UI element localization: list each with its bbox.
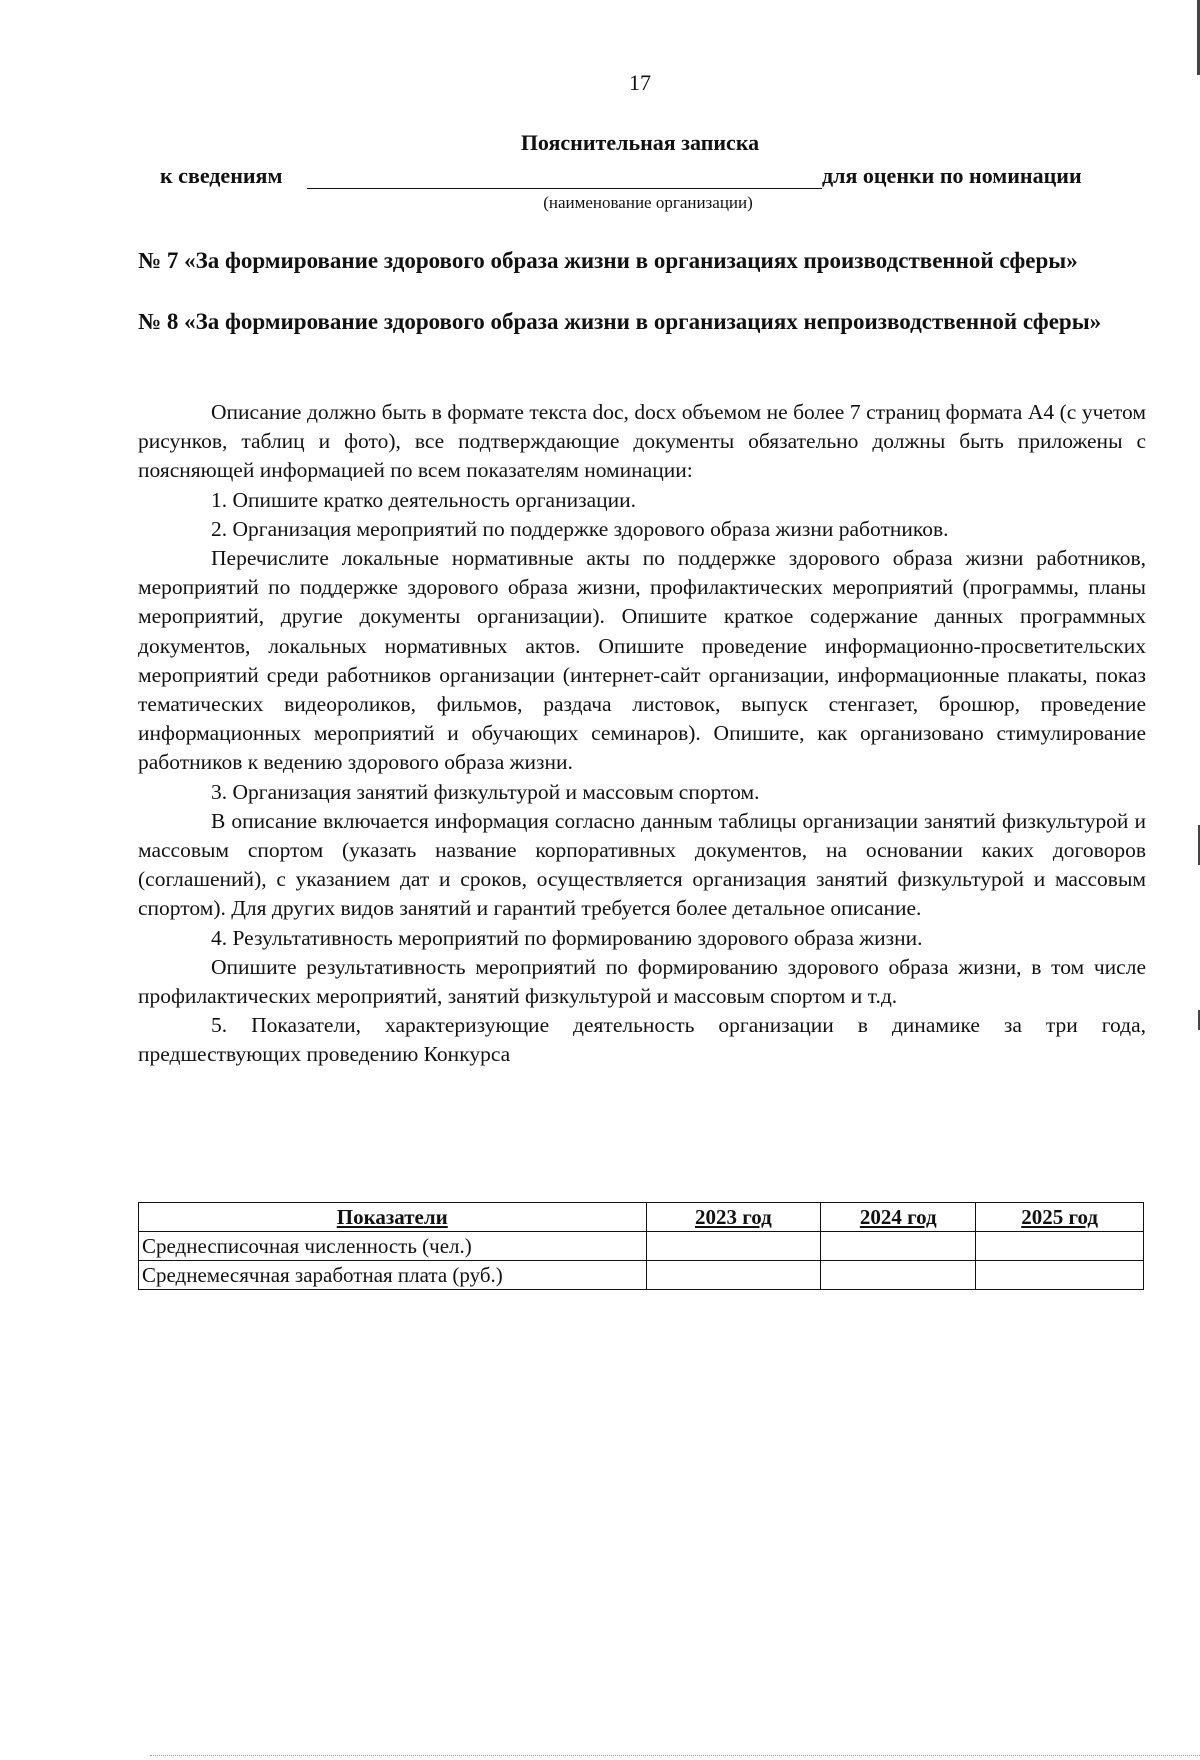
table-header-2023: 2023 год	[646, 1203, 821, 1232]
indicators-table	[138, 1202, 1144, 1290]
table-cell-2023	[646, 1261, 821, 1290]
body-text	[138, 398, 1146, 1070]
organization-name-blank	[307, 188, 822, 189]
table-cell-2025	[976, 1261, 1144, 1290]
table-cell-2024	[821, 1232, 976, 1261]
organization-name-caption: (наименование организации)	[543, 193, 753, 212]
organization-line-right-label: для оценки по номинации	[822, 163, 1082, 188]
paragraph-item-2-details: Перечислите локальные нормативные акты по поддержке здорового образа жизни работников, мероприятий по поддержке здорового образа жизни, профилактических мероприятий (программы, планы мероприятий, другие документы организации). Опишите краткое содержание данных программных документов, локальных нормативных актов. Опишите проведение информационно-просветительских мероприятий среди работников организации (интернет-сайт организации, информационные плакаты, показ тематических видеороликов, фильмов, раздача листовок, выпуск стенгазет, брошюр, проведение информационных мероприятий и обучающих семинаров). Опишите, как организовано стимулирование работников к ведению здорового образа жизни.	[138, 546, 1146, 775]
paragraph-item-4-details: Опишите результативность мероприятий по формированию здорового образа жизни, в том числе профилактических мероприятий, занятий физкультурой и массовым спортом и т.д.	[138, 954, 1146, 1009]
nomination-7: № 7 «За формирование здорового образа жизни в организациях производственной сферы»	[138, 248, 1078, 273]
paragraph-intro: Описание должно быть в формате текста doc, docx объемом не более 7 страниц формата А4 (с учетом рисунков, таблиц и фото), все подтверждающие документы обязательно должны быть приложены с поясняющей информацией по всем показателям номинации:	[138, 400, 1146, 483]
paragraph-item-3: 3. Организация занятий физкультурой и массовым спортом.	[211, 779, 760, 804]
paragraph-item-5: 5. Показатели, характеризующие деятельность организации в динамике за три года, предшествующих проведению Конкурса	[138, 1013, 1146, 1067]
page-number: 17	[629, 70, 651, 95]
table-header-indicators: Показатели	[139, 1203, 647, 1232]
table-cell-2025	[976, 1232, 1144, 1261]
scan-bottom-edge	[150, 1755, 1200, 1756]
document-title: Пояснительная записка	[520, 130, 760, 155]
organization-line-left-label: к сведениям	[160, 163, 283, 188]
table-cell-2024	[821, 1261, 976, 1290]
paragraph-item-3-details: В описание включается информация согласно данным таблицы организации занятий физкультурой и массовым спортом (указать название корпоративных документов, на основании каких договоров (соглашений), с указанием дат и сроков, осуществляется организация занятий физкультурой и массовым спортом). Для других видов занятий и гарантий требуется более детальное описание.	[138, 808, 1146, 921]
table-header-row	[139, 1203, 1144, 1232]
table-cell-indicator: Среднемесячная заработная плата (руб.)	[139, 1261, 647, 1290]
table-cell-indicator: Среднесписочная численность (чел.)	[139, 1232, 647, 1261]
organization-line	[160, 163, 1130, 193]
paragraph-item-4: 4. Результативность мероприятий по формированию здорового образа жизни.	[211, 925, 923, 950]
table-row	[139, 1261, 1144, 1290]
table-header-2025: 2025 год	[976, 1203, 1144, 1232]
table-row	[139, 1232, 1144, 1261]
nomination-8: № 8 «За формирование здорового образа жизни в организациях непроизводственной сферы»	[138, 309, 1102, 334]
paragraph-item-1: 1. Опишите кратко деятельность организации.	[211, 487, 637, 512]
table-cell-2023	[646, 1232, 821, 1261]
table-header-2024: 2024 год	[821, 1203, 976, 1232]
paragraph-item-2: 2. Организация мероприятий по поддержке здорового образа жизни работников.	[211, 516, 949, 541]
